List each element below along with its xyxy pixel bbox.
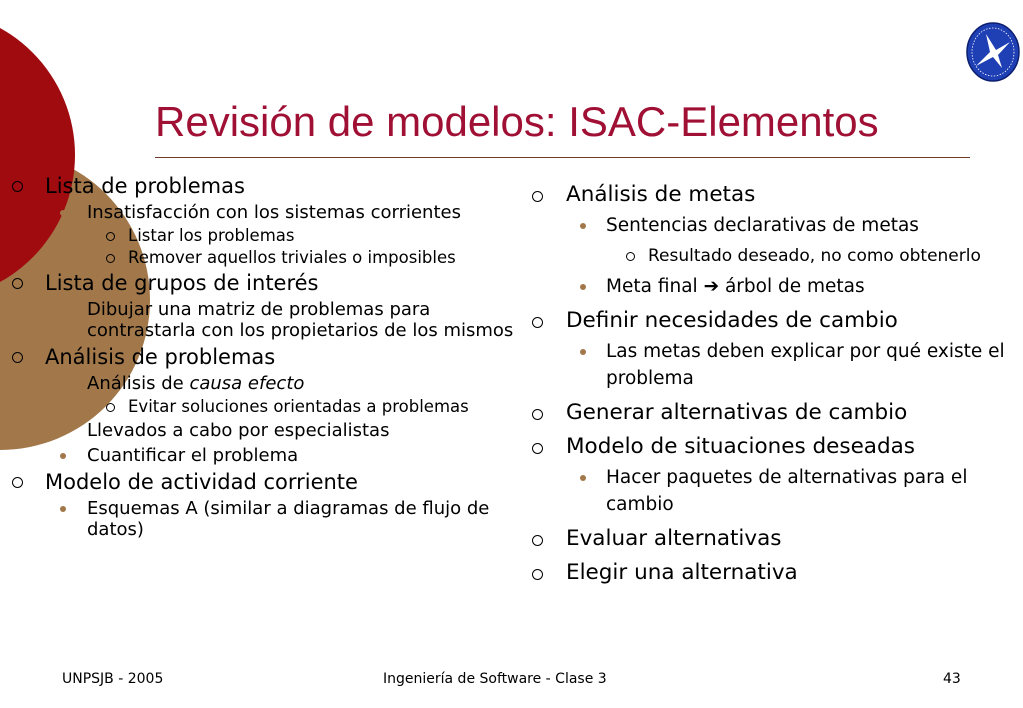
hollow-circle-bullet-icon xyxy=(532,535,543,546)
filled-circle-bullet-icon xyxy=(580,349,586,355)
list-item: Generar alternativas de cambio xyxy=(530,400,1018,426)
hollow-circle-bullet-icon xyxy=(12,278,23,289)
hollow-circle-bullet-icon xyxy=(532,569,543,580)
slide-title: Revisión de modelos: ISAC-Elementos xyxy=(155,98,879,145)
small-hollow-circle-bullet-icon xyxy=(106,254,115,263)
list-item: Listar los problemas xyxy=(10,226,522,245)
list-item: Hacer paquetes de alternativas para el cambio xyxy=(530,464,1018,518)
hollow-circle-bullet-icon xyxy=(12,352,23,363)
filled-circle-bullet-icon xyxy=(60,428,66,434)
footer-page-number: 43 xyxy=(943,671,961,687)
list-item: Las metas deben explicar por qué existe el problema xyxy=(530,338,1018,392)
list-item: Dibujar una matriz de problemas para contrastarla con los propietarios de los mismos xyxy=(10,299,522,341)
list-item: Evaluar alternativas xyxy=(530,526,1018,552)
list-item: Análisis de problemas xyxy=(10,345,522,369)
filled-circle-bullet-icon xyxy=(60,210,66,216)
list-item: Esquemas A (similar a diagramas de flujo de datos) xyxy=(10,498,522,540)
list-item: Evitar soluciones orientadas a problemas xyxy=(10,397,522,416)
small-hollow-circle-bullet-icon xyxy=(626,252,635,261)
list-item: Resultado deseado, no como obtenerlo xyxy=(530,243,1018,269)
filled-circle-bullet-icon xyxy=(580,475,586,481)
list-item: Lista de problemas xyxy=(10,174,522,198)
list-item: Cuantificar el problema xyxy=(10,445,522,466)
footer-course: Ingeniería de Software - Clase 3 xyxy=(383,671,607,687)
small-hollow-circle-bullet-icon xyxy=(106,232,115,241)
hollow-circle-bullet-icon xyxy=(12,477,23,488)
left-column xyxy=(10,174,522,540)
list-item: Llevados a cabo por especialistas xyxy=(10,420,522,441)
hollow-circle-bullet-icon xyxy=(532,443,543,454)
filled-circle-bullet-icon xyxy=(60,453,66,459)
hollow-circle-bullet-icon xyxy=(532,409,543,420)
filled-circle-bullet-icon xyxy=(60,381,66,387)
filled-circle-bullet-icon xyxy=(580,284,586,290)
list-item: Remover aquellos triviales o imposibles xyxy=(10,248,522,267)
right-arrow-icon: ➔ xyxy=(703,276,720,297)
list-item: Lista de grupos de interés xyxy=(10,271,522,295)
small-hollow-circle-bullet-icon xyxy=(106,403,115,412)
list-item: Definir necesidades de cambio xyxy=(530,308,1018,334)
list-item: Análisis de metas xyxy=(530,182,1018,208)
hollow-circle-bullet-icon xyxy=(12,181,23,192)
list-item: Elegir una alternativa xyxy=(530,560,1018,586)
list-item: Meta final ➔ árbol de metas xyxy=(530,273,1018,300)
right-column xyxy=(530,182,1018,586)
albatross-logo-icon xyxy=(966,22,1022,84)
hollow-circle-bullet-icon xyxy=(532,317,543,328)
list-item: Modelo de situaciones deseadas xyxy=(530,434,1018,460)
list-item: Modelo de actividad corriente xyxy=(10,470,522,494)
list-item: Sentencias declarativas de metas xyxy=(530,212,1018,239)
list-item: Análisis de causa efecto xyxy=(10,373,522,394)
filled-circle-bullet-icon xyxy=(580,223,586,229)
hollow-circle-bullet-icon xyxy=(532,191,543,202)
title-divider xyxy=(155,157,970,158)
list-item: Insatisfacción con los sistemas corrientes xyxy=(10,202,522,223)
footer-organization: UNPSJB - 2005 xyxy=(62,671,164,687)
filled-circle-bullet-icon xyxy=(60,506,66,512)
filled-circle-bullet-icon xyxy=(60,307,66,313)
